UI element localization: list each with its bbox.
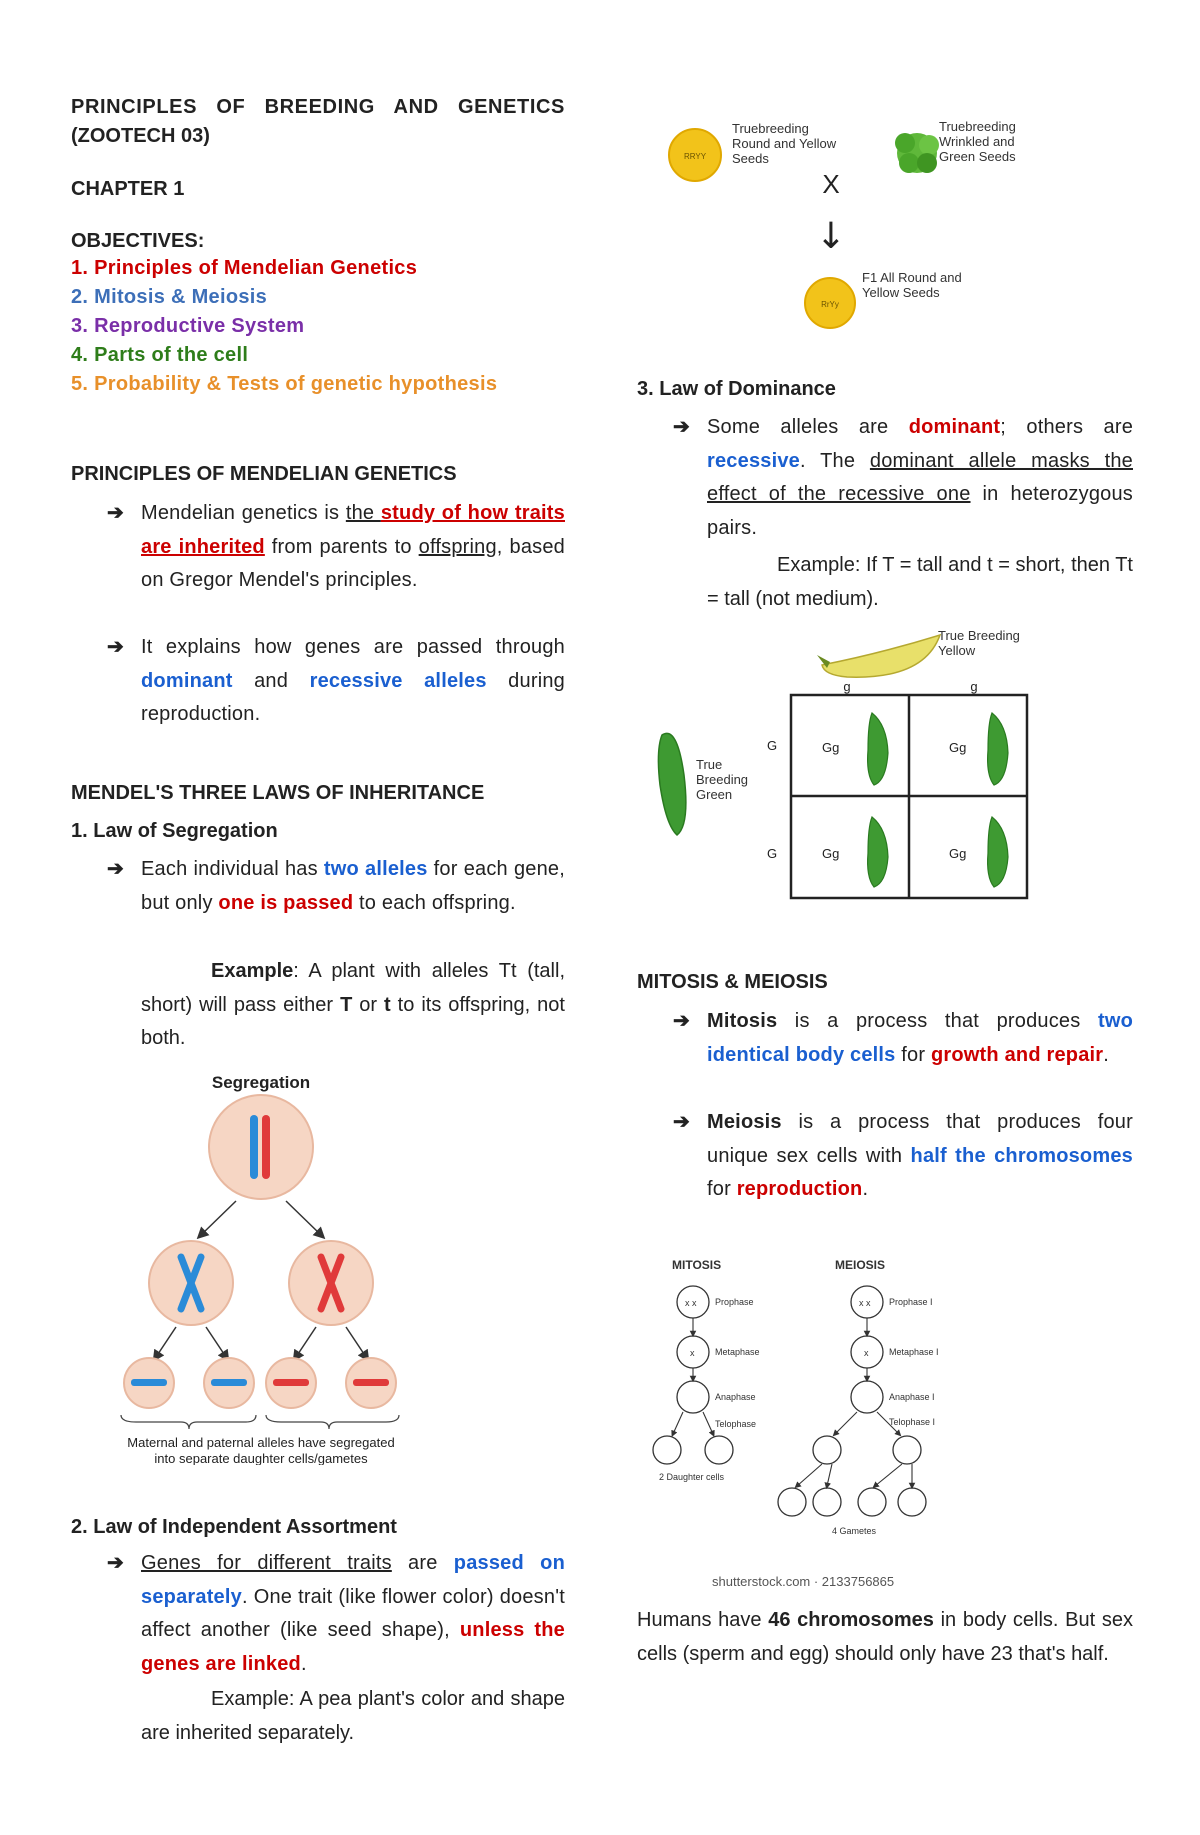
punnett-cell-2: Gg <box>949 740 967 755</box>
objective-4: 4. Parts of the cell <box>71 344 249 366</box>
parent2-label: Truebreeding Wrinkled and Green Seeds <box>939 119 1016 164</box>
law1-bullet: ➔ Each individual has two alleles for each gene, but only one is passed to each offspring. <box>71 853 565 920</box>
wrinkled-green-seed <box>895 133 939 173</box>
objectives-heading: OBJECTIVES: <box>71 230 205 252</box>
arrow-down-icon: ↓ <box>815 216 847 257</box>
mitosis-meiosis-diagram <box>647 1252 1087 1587</box>
punnett-top-label: True Breeding Yellow <box>938 628 1020 658</box>
pmg-bullet-1: ➔ Mendelian genetics is the study of how traits are inherited from parents to offspring, based on Gregor Mendel's principles. <box>71 497 565 598</box>
arrow-right-icon: ➔ <box>107 1552 124 1574</box>
mm-bullet-1: ➔ Mitosis is a process that produces two identical body cells for growth and repair. <box>637 1005 1133 1072</box>
law3-bullet: ➔ Some alleles are dominant; others are recessive. The dominant allele masks the effect of the recessive one in heterozygous pairs. <box>637 411 1133 545</box>
punnett-cell-4: Gg <box>949 846 967 861</box>
chromosome-blue <box>250 1115 258 1179</box>
meiosis-gametes: 4 Gametes <box>832 1526 877 1536</box>
parent1-label: Truebreeding Round and Yellow Seeds <box>732 121 837 166</box>
cross-symbol: X <box>822 169 840 199</box>
yellow-pod <box>822 635 940 677</box>
mitosis-title: MITOSIS <box>672 1258 722 1272</box>
svg-text:G: G <box>766 846 778 861</box>
punnett-square-diagram <box>652 625 1072 905</box>
pmg-heading: PRINCIPLES OF MENDELIAN GENETICS <box>71 463 457 485</box>
objective-5: 5. Probability & Tests of genetic hypothesis <box>71 373 498 395</box>
segregation-caption-1: Maternal and paternal alleles have segregated <box>127 1435 395 1450</box>
svg-text:RrYy: RrYy <box>821 300 839 309</box>
chromosome-red <box>262 1115 270 1179</box>
arrow-right-icon: ➔ <box>673 1010 690 1032</box>
green-pod <box>658 733 685 835</box>
svg-text:x x: x x <box>685 1298 697 1308</box>
dihybrid-cross-diagram <box>667 115 1087 340</box>
law2-heading: 2. Law of Independent Assortment <box>71 1516 397 1538</box>
svg-text:RRYY: RRYY <box>683 152 707 161</box>
arrow-right-icon: ➔ <box>107 858 124 880</box>
objective-2: 2. Mitosis & Meiosis <box>71 286 268 308</box>
punnett-cell-1: Gg <box>822 740 840 755</box>
objective-3: 3. Reproductive System <box>71 315 305 337</box>
meiosis-prophase: Prophase I <box>889 1297 933 1307</box>
arrow-right-icon: ➔ <box>107 636 124 658</box>
doc-title-line1: PRINCIPLES OF BREEDING AND GENETICS <box>71 96 565 118</box>
arrow-right-icon: ➔ <box>107 502 124 524</box>
meiosis-title: MEIOSIS <box>835 1258 886 1272</box>
pmg-bullet-2: ➔ It explains how genes are passed through dominant and recessive alleles during reproduction. <box>71 631 565 732</box>
punnett-left-label: True Breeding Green <box>696 757 749 802</box>
arrow-right-icon: ➔ <box>673 1111 690 1133</box>
law2-bullet: ➔ Genes for different traits are passed on separately. One trait (like flower color) doesn't affect another (like seed shape), unless the genes are linked. <box>71 1547 565 1681</box>
chapter-heading: CHAPTER 1 <box>71 178 185 200</box>
mm-bullet-2: ➔ Meiosis is a process that produces four unique sex cells with half the chromosomes for reproduction. <box>637 1106 1133 1207</box>
mm-heading: MITOSIS & MEIOSIS <box>637 971 828 993</box>
law1-example: Example: A plant with alleles Tt (tall, short) will pass either T or t to its offspring, not both. <box>141 960 565 1049</box>
parent-cell <box>209 1095 313 1199</box>
closing-paragraph: Humans have 46 chromosomes in body cells. But sex cells (sperm and egg) should only have 23 that's half. <box>637 1609 1133 1665</box>
mitosis-prophase: Prophase <box>715 1297 754 1307</box>
objective-1: 1. Principles of Mendelian Genetics <box>71 257 418 279</box>
meiosis-anaphase: Anaphase I <box>889 1392 935 1402</box>
law3-heading: 3. Law of Dominance <box>637 378 836 400</box>
doc-title-line2: (ZOOTECH 03) <box>71 125 210 147</box>
segregation-caption-2: into separate daughter cells/gametes <box>154 1451 368 1465</box>
laws-heading: MENDEL'S THREE LAWS OF INHERITANCE <box>71 782 485 804</box>
law3-example: Example: If T = tall and t = short, then Tt = tall (not medium). <box>707 554 1133 610</box>
meiosis-telophase: Telophase I <box>889 1417 936 1427</box>
svg-text:x: x <box>864 1348 869 1358</box>
meiosis-metaphase: Metaphase I <box>889 1347 939 1357</box>
segregation-diagram <box>116 1065 496 1465</box>
mitosis-anaphase: Anaphase <box>715 1392 756 1402</box>
mitosis-daughter-cells: 2 Daughter cells <box>659 1472 725 1482</box>
law1-heading: 1. Law of Segregation <box>71 820 278 842</box>
svg-text:G: G <box>766 738 778 753</box>
f1-label: F1 All Round and Yellow Seeds <box>862 270 962 300</box>
shutterstock-credit: shutterstock.com · 2133756865 <box>712 1574 895 1587</box>
law2-example: Example: A pea plant's color and shape are inherited separately. <box>141 1688 565 1744</box>
arrow-right-icon: ➔ <box>673 416 690 438</box>
svg-text:g: g <box>970 679 978 694</box>
segregation-title: Segregation <box>211 1073 311 1092</box>
mitosis-telophase: Telophase <box>715 1419 757 1429</box>
mitosis-metaphase: Metaphase <box>715 1347 760 1357</box>
svg-text:x x: x x <box>859 1298 871 1308</box>
svg-text:x: x <box>690 1348 695 1358</box>
punnett-cell-3: Gg <box>822 846 840 861</box>
svg-text:g: g <box>843 679 851 694</box>
